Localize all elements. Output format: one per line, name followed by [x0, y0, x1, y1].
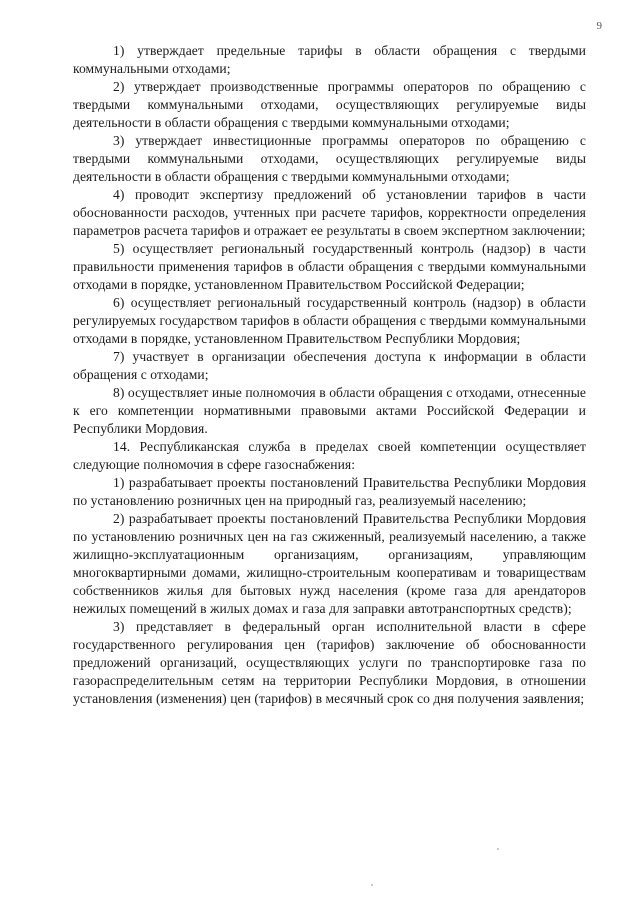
paragraph-5: 5) осуществляет региональный государственный контроль (надзор) в части правильности применения тарифов в области обращения с твердыми коммунальными отходами в порядке, установленном Правительством Российской Федерации; [73, 241, 586, 292]
paragraph-6: 6) осуществляет региональный государственный контроль (надзор) в области регулируемых государством тарифов в области обращения с твердыми коммунальными отходами в порядке, установленном Правительством Республики Мордовия; [73, 295, 586, 346]
paragraph-2: 2) утверждает производственные программы операторов по обращению с твердыми коммунальными отходами, осуществляющих регулируемые виды деятельности в области обращения с твердыми коммунальными отходами; [73, 79, 586, 130]
paragraph-7: 7) участвует в организации обеспечения доступа к информации в области обращения с отходами; [73, 349, 586, 382]
paragraph-14-2: 2) разрабатывает проекты постановлений Правительства Республики Мордовия по установлению розничных цен на газ сжиженный, реализуемый населению, а также жилищно-эксплуатационным организациям, организациям, управляющим многоквартирными домами, жилищно-строительным кооперативам и товариществам собственников жилья для бытовых нужд населения (кроме газа для арендаторов нежилых помещений в жилых домах и газа для заправки автотранспортных средств); [73, 511, 586, 616]
paragraph-14-1: 1) разрабатывает проекты постановлений Правительства Республики Мордовия по установлению розничных цен на природный газ, реализуемый населению; [73, 475, 586, 508]
scan-speck [497, 848, 499, 850]
page-number: 9 [596, 20, 602, 32]
section-14-heading: 14. Республиканская служба в пределах своей компетенции осуществляет следующие полномочия в сфере газоснабжения: [73, 439, 586, 472]
scan-speck [371, 884, 373, 886]
paragraph-8: 8) осуществляет иные полномочия в области обращения с отходами, отнесенные к его компетенции нормативными правовыми актами Российской Федерации и Республики Мордовия. [73, 385, 586, 436]
paragraph-1: 1) утверждает предельные тарифы в области обращения с твердыми коммунальными отходами; [73, 43, 586, 76]
paragraph-3: 3) утверждает инвестиционные программы операторов по обращению с твердыми коммунальными отходами, осуществляющих регулируемые виды деятельности в области обращения с твердыми коммунальными отходами; [73, 133, 586, 184]
paragraph-14-3: 3) представляет в федеральный орган исполнительной власти в сфере государственного регулирования цен (тарифов) заключение об обоснованности предложений организаций, осуществляющих услуги по транспортировке газа по газораспределительным сетям на территории Республики Мордовия, в отношении установления (изменения) цен (тарифов) в месячный срок со дня получения заявления; [73, 619, 586, 706]
paragraph-4: 4) проводит экспертизу предложений об установлении тарифов в части обоснованности расходов, учтенных при расчете тарифов, корректности определения параметров расчета тарифов и отражает ее результаты в своем экспертном заключении; [73, 187, 586, 238]
document-body [73, 42, 586, 708]
